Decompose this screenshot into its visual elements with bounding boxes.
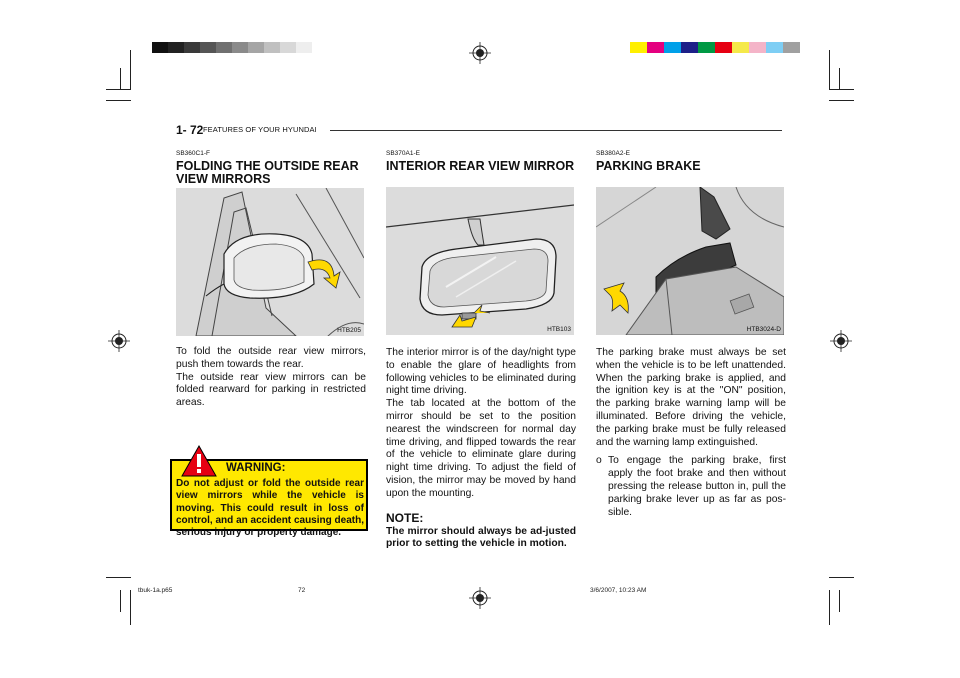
gray-swatch [168,42,184,53]
gray-swatch [200,42,216,53]
footer-timestamp: 3/6/2007, 10:23 AM [590,587,647,594]
gray-swatch [280,42,296,53]
color-swatch [766,42,783,53]
gray-swatch [232,42,248,53]
figure-outside-mirror [176,188,364,336]
registration-mark-icon [830,330,852,352]
gray-swatch [296,42,312,53]
section-heading: PARKING BRAKE [596,159,701,173]
color-swatch [630,42,647,53]
warning-title: WARNING: [226,462,286,474]
section-title: FEATURES OF YOUR HYUNDAI [203,125,317,134]
section-code: SB380A2-E [596,150,630,157]
section-heading: INTERIOR REAR VIEW MIRROR [386,159,575,173]
column-folding-mirrors [176,150,366,410]
color-swatch [749,42,766,53]
color-swatch [664,42,681,53]
color-swatch [715,42,732,53]
outside-mirror-illustration [176,188,364,336]
color-swatch [681,42,698,53]
section-code: SB360C1-F [176,150,210,157]
column-interior-mirror [386,150,576,551]
color-swatch [732,42,749,53]
body-text: The parking brake must always be set when the vehicle is to be left unattended. When the parking brake is applied, and the ignition key is at the "ON" position, the parking brake warning lamp will be illuminated. Before driving the vehicle, the parking brake must be fully released and the warning lamp extinguished. o To engage the parking brake, first apply the foot brake and then without pressing the release button in, pull the parking brake lever up as far as pos-sible. [596,347,786,518]
section-code: SB370A1-E [386,150,420,157]
gray-swatch [264,42,280,53]
warning-triangle-icon [180,444,218,478]
figure-label: HTB3024-D [746,326,781,333]
color-swatch [698,42,715,53]
body-text: To fold the outside rear view mirrors, push them towards the rear. The outside rear view mirrors can be folded rearward for parking in restricted areas. [176,346,366,409]
footer-filename: tbuk-1a.p65 [138,587,173,594]
warning-text: Do not adjust or fold the outside rear view mirrors while the vehicle is moving. This could result in loss of control, and an accident causing death, serious injury or property damage. [176,478,364,539]
color-swatch [783,42,800,53]
figure-label: HTB103 [547,326,571,333]
page-number: 1- 72 [176,123,204,137]
registration-mark-icon [469,42,491,64]
figure-parking-brake [596,187,784,335]
gray-swatch [216,42,232,53]
section-heading: FOLDING THE OUTSIDE REAR VIEW MIRRORS [176,159,359,186]
header-rule [330,130,782,131]
registration-mark-icon [108,330,130,352]
body-text: The interior mirror is of the day/night type to enable the glare of headlights from following vehicles to be eliminated during night time driving. The tab located at the bottom of the mirror should be set to the position nearest the windscreen for normal day time driving, and flipped towards the rear of the vehicle to eliminate glare during night time driving. To adjust the field of vision, the mirror may be moved by hand upon the mounting. [386,347,576,499]
list-item: o To engage the parking brake, first apply the foot brake and then without pressing the release button in, pull the parking brake lever up as far as pos-sible. [596,455,786,518]
column-parking-brake [596,150,786,519]
gray-swatch [152,42,168,53]
color-swatch [647,42,664,53]
gray-swatch [184,42,200,53]
figure-label: HTB205 [337,327,361,334]
interior-mirror-illustration [386,187,574,335]
footer-page: 72 [298,587,306,594]
parking-brake-illustration [596,187,784,335]
figure-interior-mirror [386,187,574,335]
note-title: NOTE: [386,510,424,525]
gray-swatch [248,42,264,53]
note-text: The mirror should always be ad-justed prior to setting the vehicle in motion. [386,525,576,550]
registration-mark-icon [469,587,491,609]
